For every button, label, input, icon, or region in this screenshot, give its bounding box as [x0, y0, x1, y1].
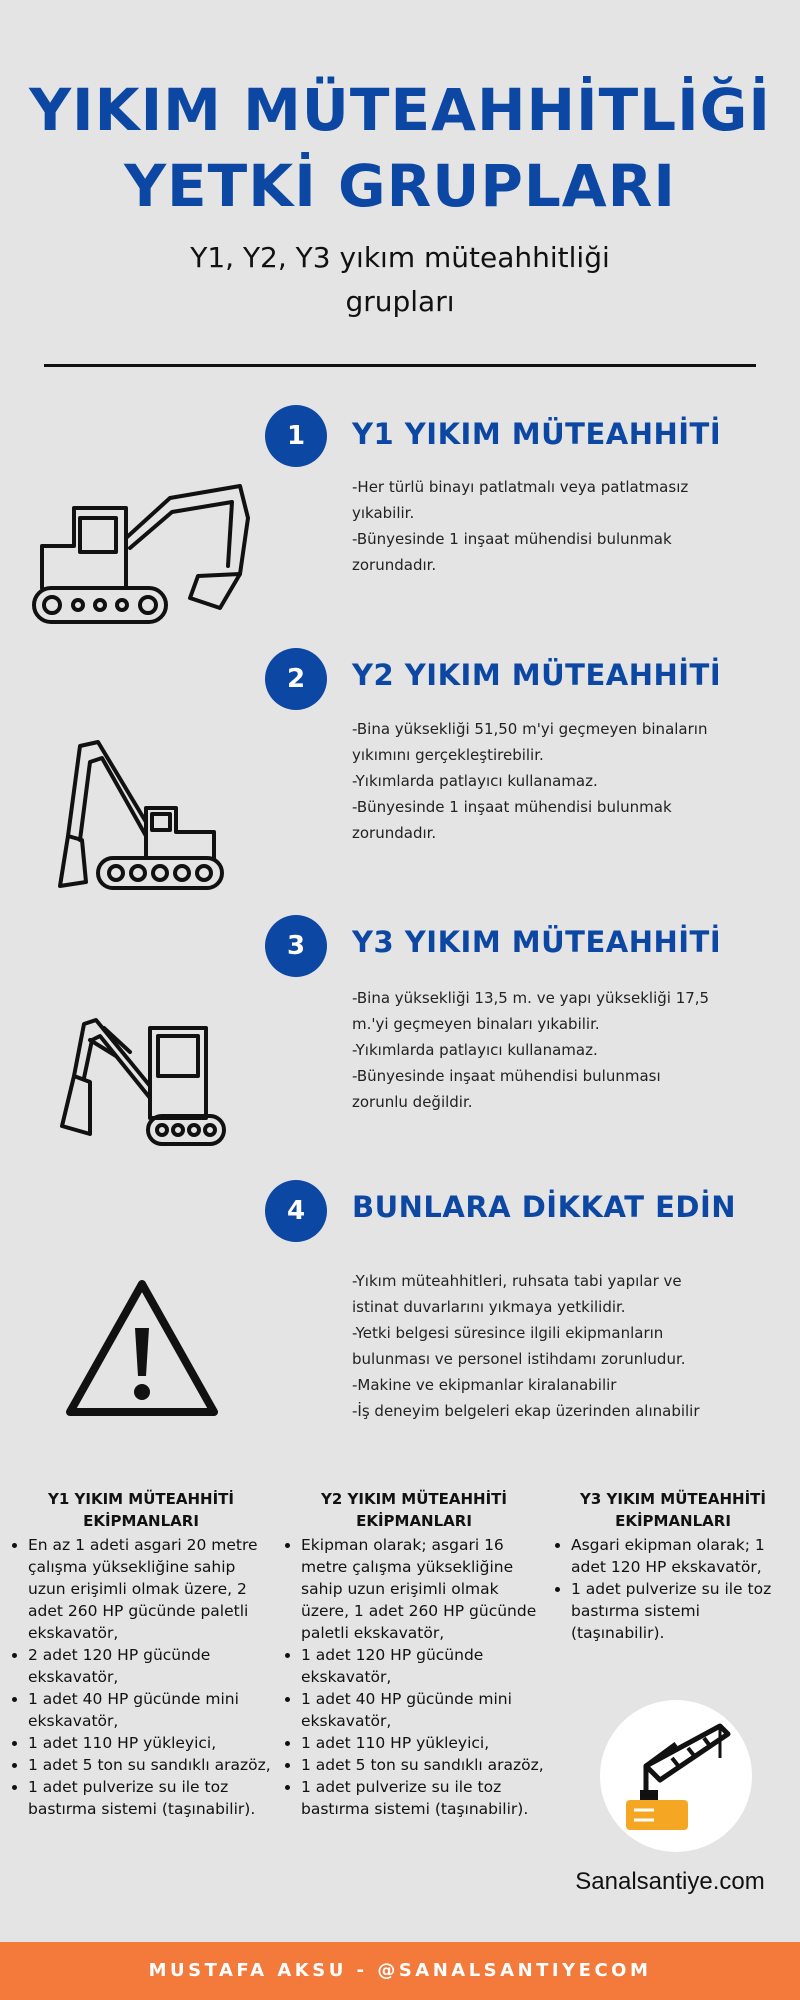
list-item: • 1 adet 5 ton su sandıklı arazöz, [28, 1754, 272, 1776]
subtitle [150, 236, 650, 324]
crane-icon [600, 1700, 752, 1852]
list-item: • 1 adet pulverize su ile toz bastırma sistemi (taşınabilir). [301, 1776, 545, 1820]
section-4-line: istinat duvarlarını yıkmaya yetkilidir. [352, 1298, 626, 1316]
section-2-line: yıkımını gerçekleştirebilir. [352, 746, 544, 764]
title-line-1: YIKIM MÜTEAHHİTLİĞİ [29, 76, 771, 144]
equipment-title-line: Y1 YIKIM MÜTEAHHİTİ [47, 1490, 234, 1508]
crane-badge [600, 1700, 752, 1852]
section-3-line: m.'yi geçmeyen binaları yıkabilir. [352, 1015, 600, 1033]
equipment-title-line: EKİPMANLARI [615, 1512, 731, 1530]
section-4-line: -Yıkım müteahhitleri, ruhsata tabi yapılar ve [352, 1272, 682, 1290]
equipment-title-line: Y2 YIKIM MÜTEAHHİTİ [320, 1490, 507, 1508]
equipment-column-y1 [10, 1488, 272, 1820]
footer-bar: MUSTAFA AKSU - @SANALSANTIYECOM [0, 1942, 800, 2000]
section-1-line: -Bünyesinde 1 inşaat mühendisi bulunmak [352, 530, 672, 548]
section-text-1 [352, 474, 752, 578]
excavator-icon [30, 478, 260, 636]
section-1-line: zorundadır. [352, 556, 437, 574]
equipment-list-y3 [553, 1534, 793, 1644]
list-item: • 2 adet 120 HP gücünde ekskavatör, [28, 1644, 272, 1688]
section-title-1: Y1 YIKIM MÜTEAHHİTİ [352, 417, 722, 451]
list-item: • En az 1 adeti asgari 20 metre çalışma yüksekliğine sahip uzun erişimli olmak üzere, 2 adet 260 HP gücünde paletli ekskavatör, [28, 1534, 272, 1644]
section-3-line: -Yıkımlarda patlayıcı kullanamaz. [352, 1041, 598, 1059]
section-number-1: 1 [265, 405, 327, 467]
section-number-2: 2 [265, 648, 327, 710]
section-3-line: -Bünyesinde inşaat mühendisi bulunması [352, 1067, 661, 1085]
list-item: • Asgari ekipman olarak; 1 adet 120 HP ekskavatör, [571, 1534, 793, 1578]
mini-excavator-icon [60, 1016, 230, 1148]
list-item: • 1 adet 40 HP gücünde mini ekskavatör, [301, 1688, 545, 1732]
equipment-title-y1 [10, 1488, 272, 1532]
list-item: • 1 adet 110 HP yükleyici, [301, 1732, 545, 1754]
section-text-4 [352, 1268, 752, 1424]
warning-icon [62, 1276, 222, 1420]
section-title-3: Y3 YIKIM MÜTEAHHİTİ [352, 925, 722, 959]
site-name: Sanalsantiye.com [575, 1868, 765, 1895]
equipment-list-y1 [10, 1534, 272, 1820]
section-1-line: yıkabilir. [352, 504, 415, 522]
list-item: • 1 adet 40 HP gücünde mini ekskavatör, [28, 1688, 272, 1732]
section-number-4: 4 [265, 1180, 327, 1242]
list-item: • 1 adet pulverize su ile toz bastırma sistemi (taşınabilir). [571, 1578, 793, 1644]
divider [44, 364, 756, 367]
equipment-title-y3 [553, 1488, 793, 1532]
equipment-column-y2 [283, 1488, 545, 1820]
equipment-title-line: EKİPMANLARI [83, 1512, 199, 1530]
equipment-title-y2 [283, 1488, 545, 1532]
section-2-line: -Bünyesinde 1 inşaat mühendisi bulunmak [352, 798, 672, 816]
section-text-3 [352, 985, 752, 1115]
title-line-2: YETKİ GRUPLARI [124, 152, 676, 220]
section-2-line: -Bina yüksekliği 51,50 m'yi geçmeyen binaların [352, 720, 708, 738]
equipment-title-line: Y3 YIKIM MÜTEAHHİTİ [579, 1490, 766, 1508]
page-title [0, 72, 800, 224]
list-item: • 1 adet 5 ton su sandıklı arazöz, [301, 1754, 545, 1776]
section-4-line: -İş deneyim belgeleri ekap üzerinden alınabilir [352, 1402, 700, 1420]
section-1-line: -Her türlü binayı patlatmalı veya patlatmasız [352, 478, 689, 496]
subtitle-line-1: Y1, Y2, Y3 yıkım müteahhitliği [190, 241, 610, 274]
section-3-line: -Bina yüksekliği 13,5 m. ve yapı yüksekliği 17,5 [352, 989, 710, 1007]
subtitle-line-2: grupları [345, 285, 455, 318]
section-4-line: bulunması ve personel istihdamı zorunludur. [352, 1350, 686, 1368]
list-item: • Ekipman olarak; asgari 16 metre çalışma yüksekliğine sahip uzun erişimli olmak üzere, 1 adet 260 HP gücünde paletli ekskavatör, [301, 1534, 545, 1644]
section-4-line: -Yetki belgesi süresince ilgili ekipmanların [352, 1324, 664, 1342]
section-4-line: -Makine ve ekipmanlar kiralanabilir [352, 1376, 617, 1394]
equipment-list-y2 [283, 1534, 545, 1820]
section-text-2 [352, 716, 752, 846]
list-item: • 1 adet 120 HP gücünde ekskavatör, [301, 1644, 545, 1688]
section-2-line: -Yıkımlarda patlayıcı kullanamaz. [352, 772, 598, 790]
list-item: • 1 adet pulverize su ile toz bastırma sistemi (taşınabilir). [28, 1776, 272, 1820]
list-item: • 1 adet 110 HP yükleyici, [28, 1732, 272, 1754]
excavator-icon [58, 736, 228, 896]
section-3-line: zorunlu değildir. [352, 1093, 473, 1111]
equipment-title-line: EKİPMANLARI [356, 1512, 472, 1530]
section-number-3: 3 [265, 915, 327, 977]
section-2-line: zorundadır. [352, 824, 437, 842]
section-title-2: Y2 YIKIM MÜTEAHHİTİ [352, 658, 722, 692]
section-title-4: BUNLARA DİKKAT EDİN [352, 1190, 737, 1224]
equipment-column-y3 [553, 1488, 793, 1644]
